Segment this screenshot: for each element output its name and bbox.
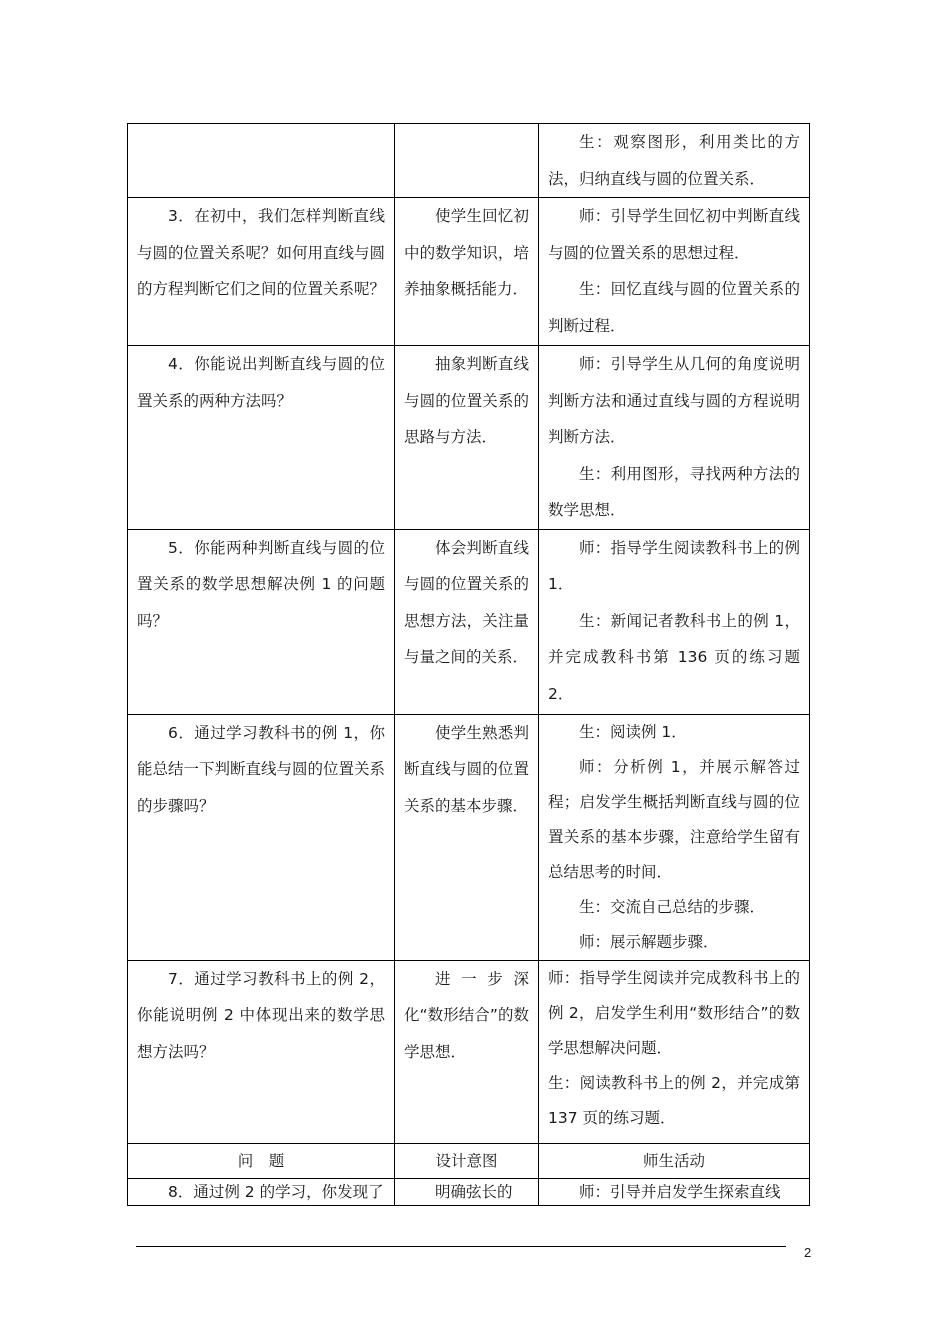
activity-paragraph: 生：阅读教科书上的例 2，并完成第 137 页的练习题． xyxy=(548,1073,800,1127)
question-cell xyxy=(128,124,395,198)
question-cell: 5．你能两种判断直线与圆的位置关系的数学思想解决例 1 的问题吗？ xyxy=(128,529,395,714)
activity-paragraph: 生：利用图形，寻找两种方法的数学思想． xyxy=(548,464,800,519)
table-row xyxy=(128,714,810,960)
activity-paragraph: 生：交流自己总结的步骤． xyxy=(579,897,766,916)
design-cell: 抽象判断直线与圆的位置关系的思路与方法． xyxy=(395,346,539,530)
design-cell: 使学生回忆初中的数学知识，培养抽象概括能力． xyxy=(395,198,539,346)
header-question: 问 题 xyxy=(128,1143,395,1178)
activity-cell xyxy=(539,714,810,960)
question-cell: 6．通过学习教科书的例 1，你能总结一下判断直线与圆的位置关系的步骤吗？ xyxy=(128,714,395,960)
activity-paragraph: 师：引导学生回忆初中判断直线与圆的位置关系的思想过程． xyxy=(548,207,800,262)
question-cell: 8．通过例 2 的学习，你发现了 xyxy=(128,1178,395,1205)
activity-paragraph: 师：引导学生从几何的角度说明判断方法和通过直线与圆的方程说明判断方法． xyxy=(548,355,800,446)
page-number: 2 xyxy=(804,1245,812,1260)
activity-cell xyxy=(539,198,810,346)
lesson-plan-table xyxy=(127,123,810,1206)
activity-cell xyxy=(539,960,810,1143)
footer-divider xyxy=(136,1246,786,1247)
design-cell xyxy=(395,124,539,198)
table-row xyxy=(128,1178,810,1205)
activity-paragraph: 生：阅读例 1． xyxy=(579,722,687,741)
table-header-row xyxy=(128,1143,810,1178)
question-cell: 3．在初中，我们怎样判断直线与圆的位置关系呢？如何用直线与圆的方程判断它们之间的位置关系呢？ xyxy=(128,198,395,346)
design-cell: 进一步深化“数形结合”的数学思想． xyxy=(395,960,539,1143)
activity-paragraph: 生：回忆直线与圆的位置关系的判断过程． xyxy=(548,280,800,335)
design-cell: 明确弦长的 xyxy=(395,1178,539,1205)
activity-paragraph: 师：指导学生阅读教科书上的例 1． xyxy=(548,538,800,593)
activity-paragraph: 师：展示解题步骤． xyxy=(579,932,719,951)
table-row xyxy=(128,346,810,530)
activity-cell: 师：引导并启发学生探索直线 xyxy=(539,1178,810,1205)
activity-cell xyxy=(539,529,810,714)
header-design: 设计意图 xyxy=(395,1143,539,1178)
activity-paragraph: 师：分析例 1，并展示解答过程；启发学生概括判断直线与圆的位置关系的基本步骤，注意给学生留有总结思考的时间． xyxy=(548,757,800,881)
design-cell: 体会判断直线与圆的位置关系的思想方法，关注量与量之间的关系． xyxy=(395,529,539,714)
activity-cell xyxy=(539,346,810,530)
table-row xyxy=(128,960,810,1143)
question-cell: 4．你能说出判断直线与圆的位置关系的两种方法吗？ xyxy=(128,346,395,530)
activity-paragraph: 生：新闻记者教科书上的例 1，并完成教科书第 136 页的练习题 2． xyxy=(548,611,800,703)
header-activity: 师生活动 xyxy=(539,1143,810,1178)
activity-paragraph: 生：观察图形，利用类比的方法，归纳直线与圆的位置关系． xyxy=(548,133,800,188)
question-cell: 7．通过学习教科书上的例 2，你能说明例 2 中体现出来的数学思想方法吗？ xyxy=(128,960,395,1143)
table-row xyxy=(128,198,810,346)
design-cell: 使学生熟悉判断直线与圆的位置关系的基本步骤． xyxy=(395,714,539,960)
activity-cell xyxy=(539,124,810,198)
activity-paragraph: 师：指导学生阅读并完成教科书上的例 2，启发学生利用“数形结合”的数学思想解决问题． xyxy=(548,968,800,1057)
table-row xyxy=(128,124,810,198)
table-row xyxy=(128,529,810,714)
